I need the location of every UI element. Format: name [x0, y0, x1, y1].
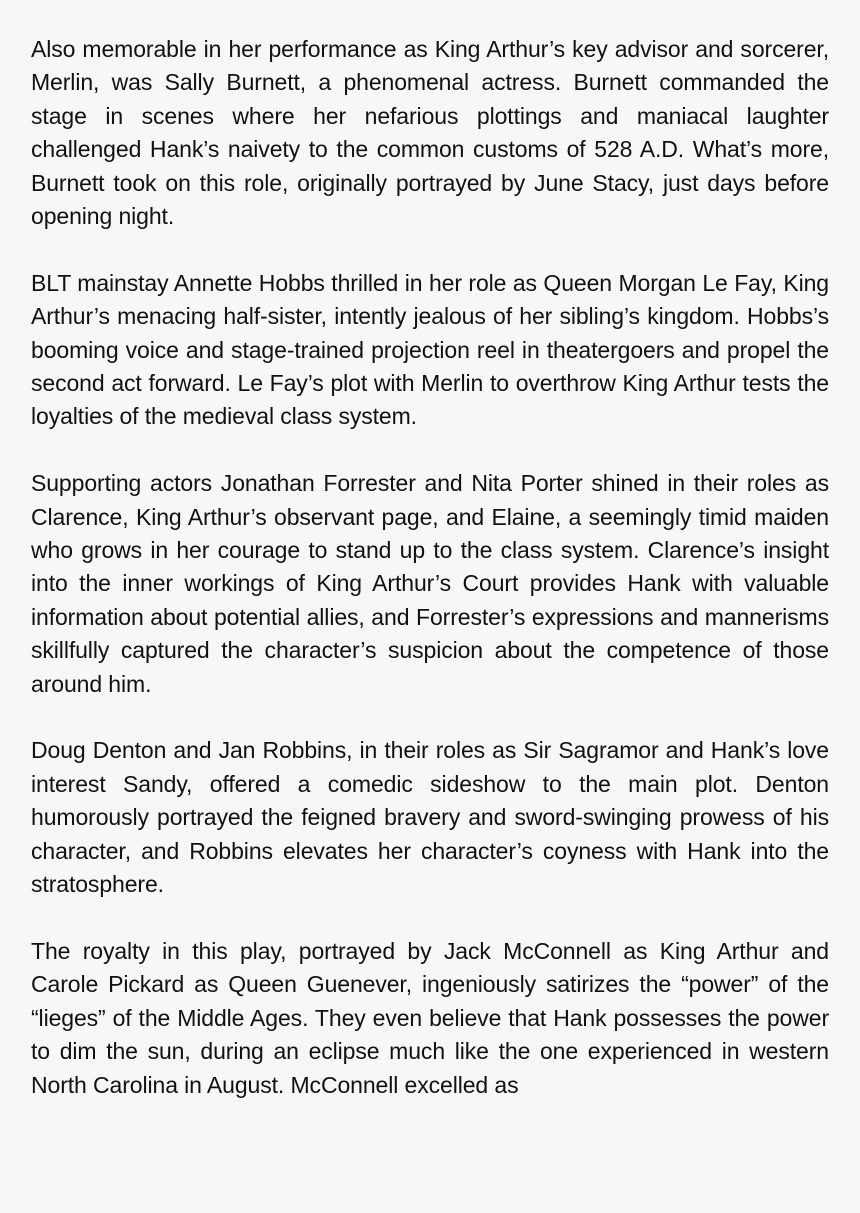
paragraph-merlin: Also memorable in her performance as King Arthur’s key advisor and sorcerer, Merlin, was Sally Burnett, a phenomenal actress. Burnett commanded the stage in scenes where her nefarious plottings and maniacal laughter challenged Hank’s naivety to the common customs of 528 A.D. What’s more, Burnett took on this role, originally portrayed by June Stacy, just days before opening night.	[31, 36, 829, 230]
paragraph-comedic-sideshow: Doug Denton and Jan Robbins, in their roles as Sir Sagramor and Hank’s love interest Sandy, offered a comedic sideshow to the main plot. Denton humorously portrayed the feigned bravery and sword-swinging prowess of his character, and Robbins elevates her character’s coyness with Hank into the stratosphere.	[31, 737, 829, 898]
paragraph-supporting-actors: Supporting actors Jonathan Forrester and Nita Porter shined in their roles as Clarence, King Arthur’s observant page, and Elaine, a seemingly timid maiden who grows in her courage to stand up to the class system. Clarence’s insight into the inner workings of King Arthur’s Court provides Hank with valuable information about potential allies, and Forrester’s expressions and mannerisms skillfully captured the character’s suspicion about the competence of those around him.	[31, 470, 829, 697]
paragraph-morgan-le-fay: BLT mainstay Annette Hobbs thrilled in her role as Queen Morgan Le Fay, King Arthur’s menacing half-sister, intently jealous of her sibling’s kingdom. Hobbs’s booming voice and stage-trained projection reel in theatergoers and propel the second act forward. Le Fay’s plot with Merlin to overthrow King Arthur tests the loyalties of the medieval class system.	[31, 269, 829, 430]
paragraph-royalty: The royalty in this play, portrayed by Jack McConnell as King Arthur and Carole Pickard as Queen Guenever, ingeniously satirizes the “power” of the “lieges” of the Middle Ages. They even believe that Hank possesses the power to dim the sun, during an eclipse much like the one experienced in western North Carolina in August. McConnell excelled as	[31, 937, 829, 1098]
